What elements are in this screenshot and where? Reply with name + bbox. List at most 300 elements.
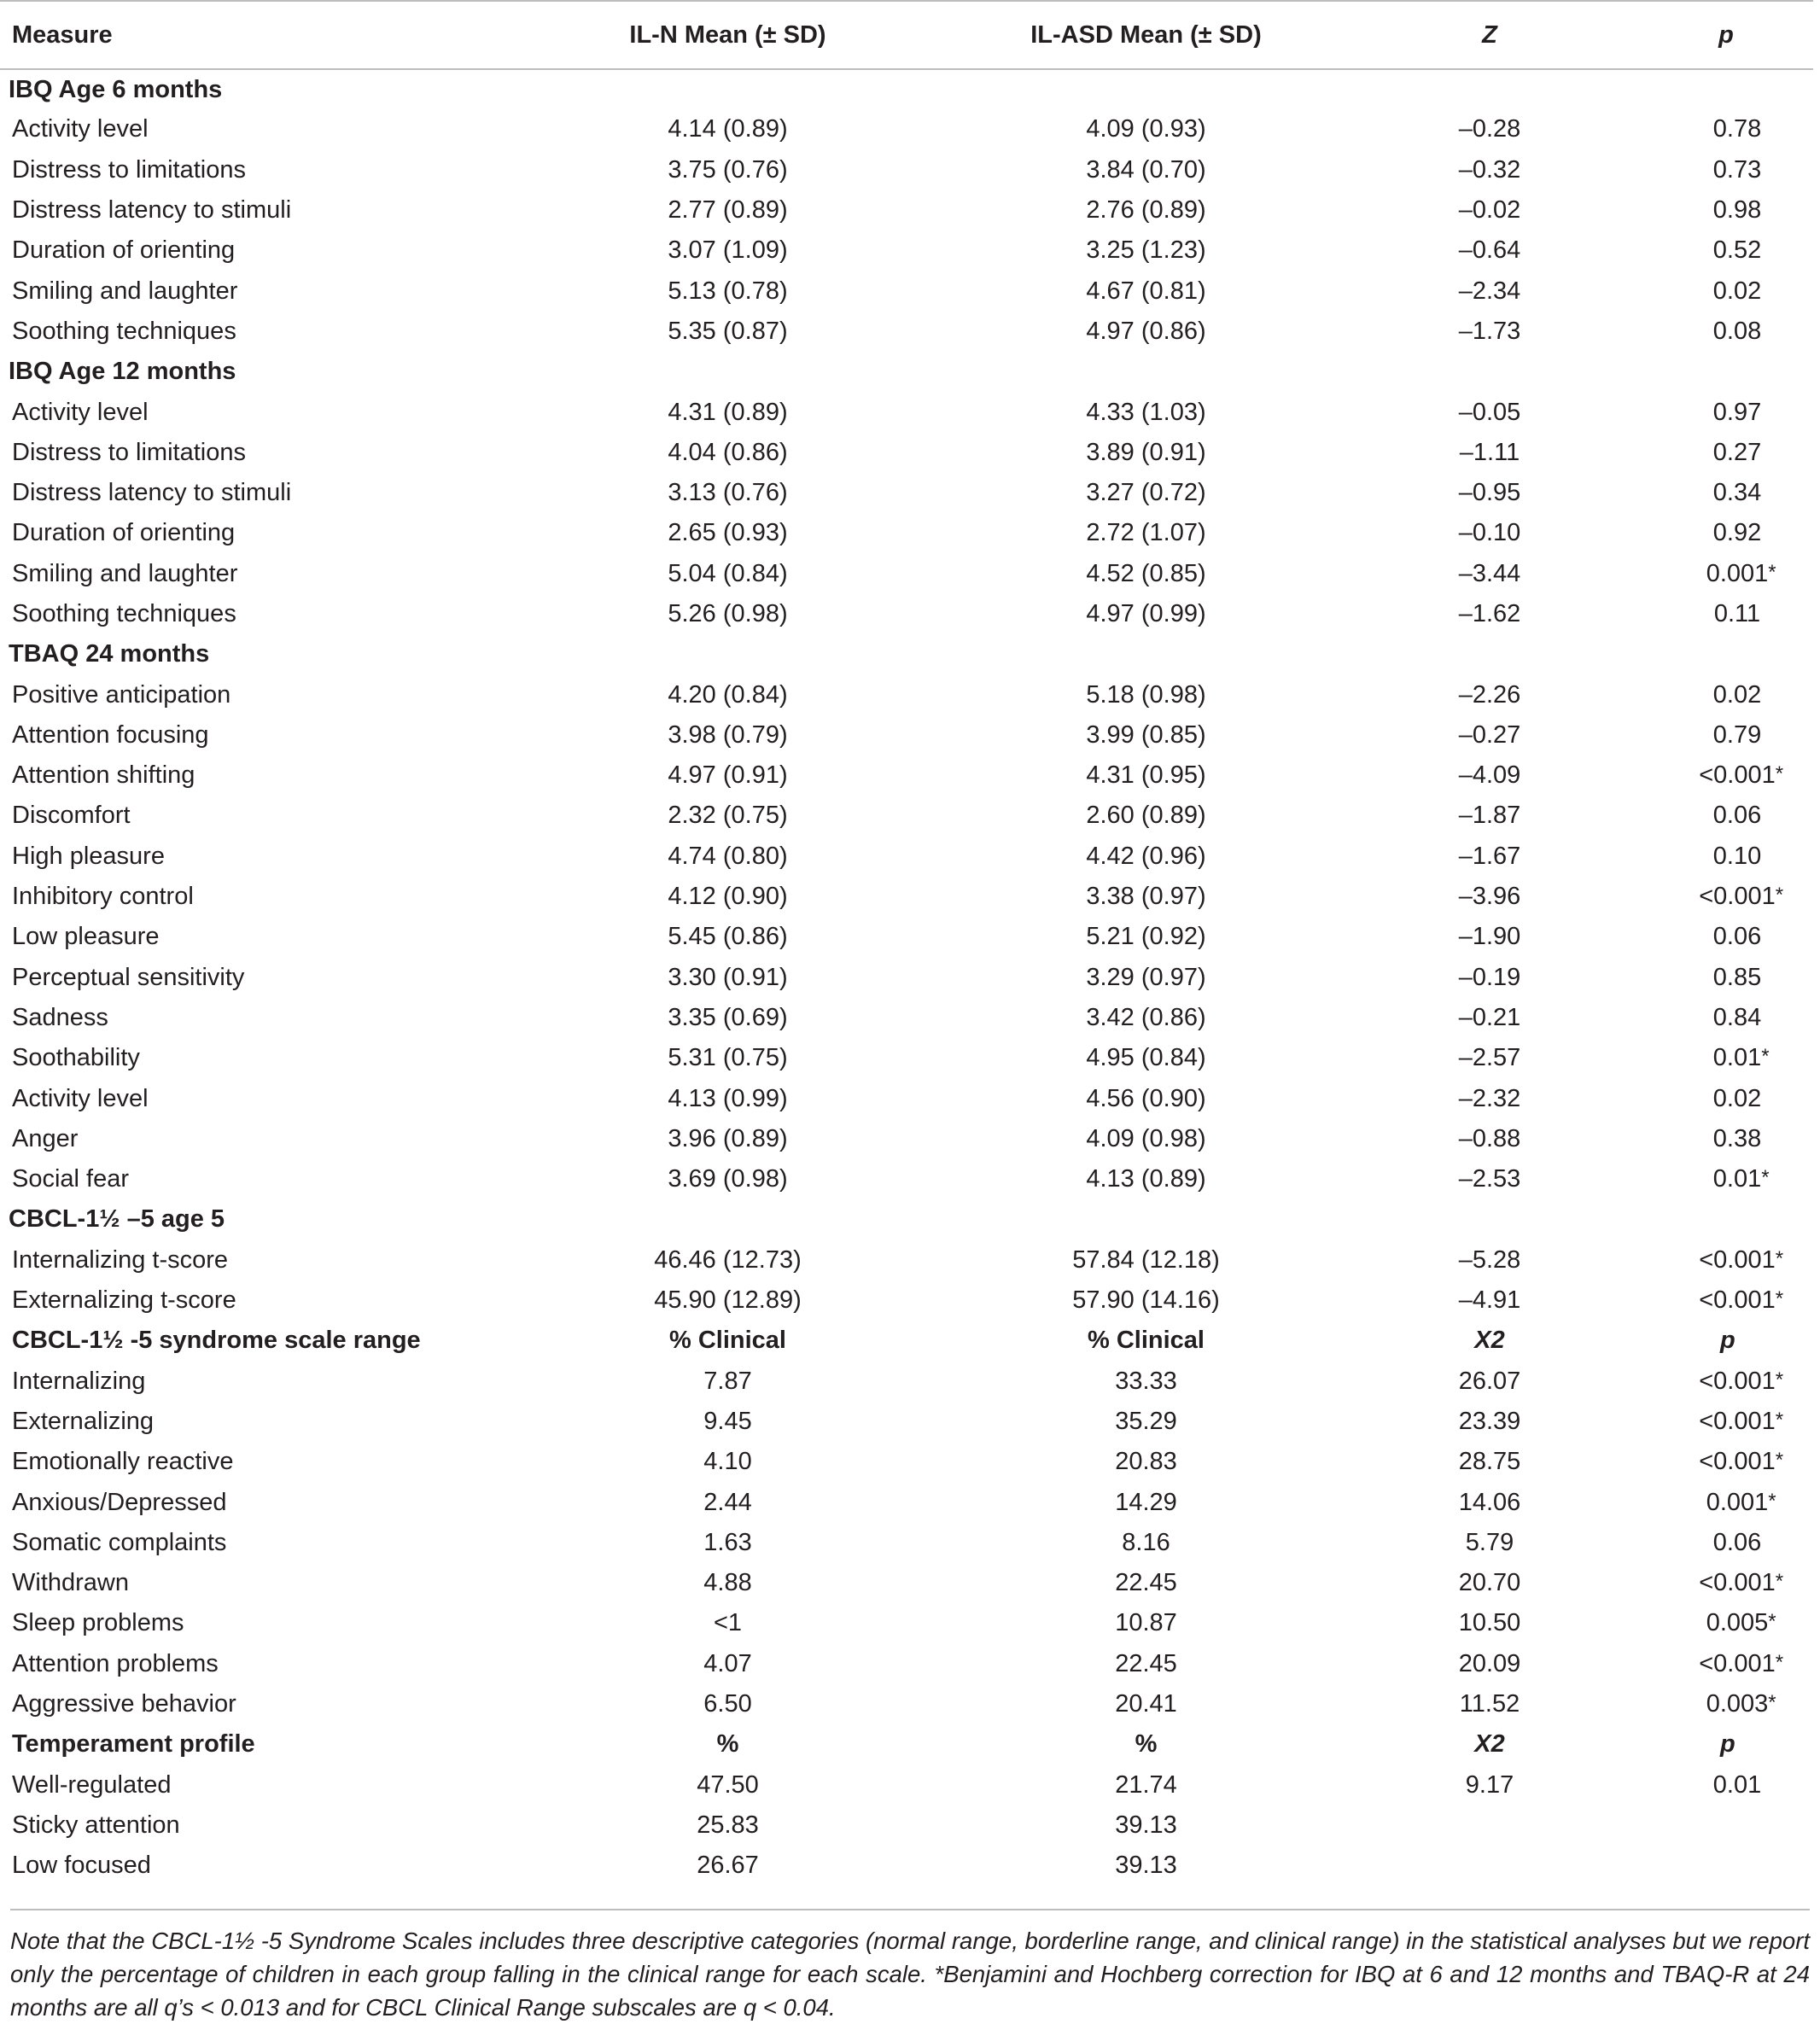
p-value: <0.001 <box>1699 1649 1776 1677</box>
cell-p <box>1639 1684 1813 1724</box>
subheader-il-n: % Clinical <box>669 1327 786 1355</box>
cell-il-n: 2.44 <box>703 1488 752 1516</box>
cell-p <box>1639 917 1813 957</box>
cell-measure: Well-regulated <box>12 1770 172 1799</box>
significance-marker: * <box>1761 1045 1770 1069</box>
subheader-il-asd: % Clinical <box>1088 1327 1205 1355</box>
cell-stat: –0.27 <box>1458 720 1521 749</box>
cell-stat: –1.67 <box>1458 842 1521 870</box>
cell-il-asd: 4.56 (0.90) <box>1086 1084 1206 1112</box>
cell-il-n: 5.26 (0.98) <box>668 600 788 627</box>
subheader-il-n: % <box>716 1730 739 1759</box>
cell-p <box>1639 1038 1813 1078</box>
cell-stat: –0.88 <box>1458 1124 1521 1152</box>
table-row <box>0 150 1813 190</box>
table-row <box>0 271 1813 311</box>
cell-il-asd: 57.84 (12.18) <box>1072 1245 1220 1274</box>
cell-stat: –1.90 <box>1458 923 1521 951</box>
cell-il-n: 26.67 <box>697 1852 759 1880</box>
p-value: <0.001 <box>1699 1448 1776 1476</box>
cell-stat: –0.10 <box>1458 519 1521 547</box>
cell-il-n: 5.31 (0.75) <box>668 1044 788 1072</box>
p-value: 0.06 <box>1712 923 1762 951</box>
p-value: 0.02 <box>1712 277 1762 305</box>
cell-stat: 10.50 <box>1458 1609 1521 1637</box>
chi-square-label: X2 <box>1474 1730 1505 1759</box>
table-row <box>0 473 1813 513</box>
cell-stat: –1.73 <box>1458 317 1521 345</box>
cell-il-n: 4.97 (0.91) <box>668 761 788 790</box>
subheader-il-asd: % <box>1135 1730 1158 1759</box>
cell-p <box>1639 755 1813 796</box>
cell-measure: Activity level <box>12 398 149 426</box>
table-row <box>0 392 1813 432</box>
cell-il-asd: 4.97 (0.99) <box>1086 600 1206 627</box>
cell-il-n: 2.65 (0.93) <box>668 519 788 547</box>
cell-stat: –0.02 <box>1458 196 1521 225</box>
cell-p <box>1639 392 1813 432</box>
p-value: 0.84 <box>1712 1003 1762 1031</box>
significance-marker: * <box>1775 1650 1784 1674</box>
p-value: 0.01 <box>1712 1044 1762 1072</box>
cell-measure: Soothability <box>12 1044 140 1072</box>
table-row <box>0 109 1813 149</box>
significance-marker: * <box>1775 762 1784 786</box>
cell-il-n: <1 <box>713 1609 743 1637</box>
cell-p <box>1639 1563 1813 1603</box>
cell-measure: Attention problems <box>12 1649 219 1677</box>
p-value: <0.001 <box>1699 1367 1776 1395</box>
table-footnote: Note that the CBCL-1½ -5 Syndrome Scales includes three descriptive categories (normal range, borderline range, and clinical range) in the statistical analyses but we report only the percentage of children in each group falling in the clinical range for each scale. *Benjamini and Hochberg correction for IBQ at 6 and 12 months and TBAQ-R at 24 months are all q’s < 0.013 and for CBCL Clinical Range subscales are q < 0.04. <box>10 1909 1810 2024</box>
p-value: 0.10 <box>1712 842 1762 870</box>
header-measure: Measure <box>0 1 504 69</box>
cell-il-asd: 4.95 (0.84) <box>1086 1044 1206 1072</box>
table-row <box>0 1684 1813 1724</box>
cell-p <box>1639 1402 1813 1442</box>
significance-marker: * <box>1775 1368 1784 1391</box>
p-value: 0.005 <box>1706 1609 1769 1637</box>
p-value: <0.001 <box>1699 883 1776 911</box>
cell-measure: Distress to limitations <box>12 155 246 184</box>
cell-il-n: 45.90 (12.89) <box>654 1286 802 1315</box>
table-header <box>0 1 1813 69</box>
table-row <box>0 837 1813 877</box>
p-value: 0.92 <box>1712 519 1762 547</box>
cell-il-asd: 5.18 (0.98) <box>1086 680 1206 709</box>
cell-p <box>1639 1603 1813 1643</box>
cell-p <box>1639 312 1813 352</box>
cell-il-asd: 4.97 (0.86) <box>1086 317 1206 345</box>
table-row <box>0 1603 1813 1643</box>
section-title-row <box>0 1199 1813 1239</box>
cell-stat: –1.11 <box>1459 438 1520 466</box>
cell-il-n: 4.12 (0.90) <box>668 883 788 911</box>
cell-il-n: 2.77 (0.89) <box>668 196 788 225</box>
cell-il-asd: 20.41 <box>1115 1690 1177 1718</box>
table-row <box>0 796 1813 836</box>
cell-il-asd: 8.16 <box>1122 1528 1170 1556</box>
cell-il-asd: 3.29 (0.97) <box>1086 963 1206 991</box>
cell-measure: Anxious/Depressed <box>12 1488 227 1516</box>
cell-il-n: 4.04 (0.86) <box>668 438 788 466</box>
table-row <box>0 674 1813 715</box>
cell-stat: –2.26 <box>1458 680 1521 709</box>
p-value: 0.85 <box>1712 963 1762 991</box>
cell-p <box>1639 271 1813 311</box>
p-value: <0.001 <box>1699 761 1776 790</box>
p-value: 0.79 <box>1712 720 1762 749</box>
cell-stat: –2.57 <box>1458 1044 1521 1072</box>
cell-il-n: 3.75 (0.76) <box>668 155 788 184</box>
cell-measure: Externalizing t-score <box>12 1286 236 1315</box>
cell-il-asd: 4.09 (0.98) <box>1086 1124 1206 1152</box>
p-value: 0.27 <box>1712 438 1762 466</box>
p-value: 0.97 <box>1712 398 1762 426</box>
p-value: 0.34 <box>1712 479 1762 507</box>
p-value: 0.001 <box>1706 1488 1769 1516</box>
cell-measure: Smiling and laughter <box>12 277 238 305</box>
subheader-p-label: p <box>1720 1327 1735 1355</box>
cell-il-asd: 20.83 <box>1115 1448 1177 1476</box>
cell-il-n: 3.96 (0.89) <box>668 1124 788 1152</box>
significance-marker: * <box>1775 1408 1784 1432</box>
section-title-row <box>0 352 1813 392</box>
cell-il-asd: 3.42 (0.86) <box>1086 1003 1206 1031</box>
cell-il-asd: 4.52 (0.85) <box>1086 559 1206 587</box>
subheader-p-label: p <box>1720 1730 1735 1759</box>
cell-stat: –1.87 <box>1458 802 1521 830</box>
table-row <box>0 1159 1813 1199</box>
cell-il-n: 3.30 (0.91) <box>668 963 788 991</box>
cell-il-n: 5.45 (0.86) <box>668 923 788 951</box>
cell-p <box>1639 877 1813 917</box>
cell-measure: Sadness <box>12 1003 108 1031</box>
cell-measure: Distress latency to stimuli <box>12 196 292 225</box>
subheader-p <box>1639 1724 1813 1764</box>
cell-il-n: 1.63 <box>703 1528 752 1556</box>
cell-p <box>1639 1805 1813 1846</box>
cell-measure: Sticky attention <box>12 1811 180 1839</box>
cell-il-n: 3.13 (0.76) <box>668 479 788 507</box>
cell-measure: Perceptual sensitivity <box>12 963 245 991</box>
cell-il-asd: 3.27 (0.72) <box>1086 479 1206 507</box>
cell-stat: –0.05 <box>1458 398 1521 426</box>
subheader-row-cbcl-syndrome <box>0 1321 1813 1361</box>
cell-il-n: 2.32 (0.75) <box>668 802 788 830</box>
p-value: 0.02 <box>1712 1084 1762 1112</box>
cell-il-asd: 2.72 (1.07) <box>1086 519 1206 547</box>
p-value: 0.003 <box>1706 1690 1769 1718</box>
cell-stat: 23.39 <box>1458 1407 1521 1435</box>
table-row <box>0 1523 1813 1563</box>
cell-p <box>1639 1240 1813 1280</box>
cell-measure: Distress latency to stimuli <box>12 479 292 507</box>
cell-stat: 11.52 <box>1459 1690 1520 1718</box>
cell-measure: High pleasure <box>12 842 165 870</box>
cell-il-asd: 57.90 (14.16) <box>1072 1286 1220 1315</box>
cell-measure: Activity level <box>12 115 149 143</box>
cell-il-asd: 4.67 (0.81) <box>1086 277 1206 305</box>
cell-stat: –4.91 <box>1458 1286 1521 1315</box>
cell-p <box>1639 433 1813 473</box>
cell-il-asd: 35.29 <box>1115 1407 1177 1435</box>
cell-p <box>1639 958 1813 998</box>
cell-stat: 5.79 <box>1465 1528 1514 1556</box>
cell-stat: –2.32 <box>1458 1084 1521 1112</box>
cell-il-n: 3.98 (0.79) <box>668 720 788 749</box>
p-value: 0.01 <box>1712 1770 1762 1799</box>
cell-il-n: 5.04 (0.84) <box>668 559 788 587</box>
cell-p <box>1639 1846 1813 1886</box>
p-value: 0.02 <box>1712 680 1762 709</box>
cell-stat: –1.62 <box>1458 600 1521 627</box>
cell-p <box>1639 1523 1813 1563</box>
table-row <box>0 877 1813 917</box>
section-title-row <box>0 634 1813 674</box>
cell-p <box>1639 554 1813 594</box>
table-row <box>0 190 1813 230</box>
cell-measure: Somatic complaints <box>12 1528 227 1556</box>
cell-measure: Smiling and laughter <box>12 559 238 587</box>
cell-measure: Activity level <box>12 1084 149 1112</box>
subheader-measure: CBCL-1½ -5 syndrome scale range <box>12 1327 421 1355</box>
section-title: TBAQ 24 months <box>9 640 210 668</box>
table-row <box>0 1764 1813 1805</box>
table-row <box>0 1119 1813 1159</box>
cell-measure: Emotionally reactive <box>12 1448 234 1476</box>
subheader-row-temperament <box>0 1724 1813 1764</box>
cell-stat: –4.09 <box>1458 761 1521 790</box>
table-row <box>0 755 1813 796</box>
cell-p <box>1639 1482 1813 1522</box>
significance-marker: * <box>1775 884 1784 907</box>
table-row <box>0 594 1813 634</box>
cell-stat: –0.21 <box>1458 1003 1521 1031</box>
cell-p <box>1639 230 1813 271</box>
subheader-chi-square <box>1340 1724 1639 1764</box>
cell-stat: –3.44 <box>1458 559 1521 587</box>
cell-il-asd: 3.84 (0.70) <box>1086 155 1206 184</box>
cell-il-n: 4.14 (0.89) <box>668 115 788 143</box>
section-title: IBQ Age 12 months <box>9 358 236 386</box>
cell-il-n: 25.83 <box>697 1811 759 1839</box>
cell-measure: Withdrawn <box>12 1569 129 1597</box>
cell-il-n: 6.50 <box>703 1690 752 1718</box>
cell-stat <box>1340 1846 1639 1886</box>
table-row <box>0 433 1813 473</box>
cell-measure: Distress to limitations <box>12 438 246 466</box>
table-row <box>0 1038 1813 1078</box>
cell-p <box>1639 1159 1813 1199</box>
significance-marker: * <box>1775 1449 1784 1473</box>
cell-il-asd: 3.89 (0.91) <box>1086 438 1206 466</box>
header-p: p <box>1639 1 1813 69</box>
cell-measure: Soothing techniques <box>12 600 236 627</box>
header-row <box>0 1 1813 69</box>
header-il-n: IL-N Mean (± SD) <box>504 1 952 69</box>
table-row <box>0 1563 1813 1603</box>
table-row <box>0 1078 1813 1118</box>
cell-p <box>1639 1644 1813 1684</box>
cell-measure: Low focused <box>12 1852 151 1880</box>
table-row <box>0 1362 1813 1402</box>
cell-p <box>1639 109 1813 149</box>
cell-measure: Attention focusing <box>12 720 209 749</box>
p-value: 0.06 <box>1712 802 1762 830</box>
p-value: 0.73 <box>1712 155 1762 184</box>
cell-il-asd: 22.45 <box>1115 1649 1177 1677</box>
table-row <box>0 998 1813 1038</box>
cell-stat: –0.28 <box>1458 115 1521 143</box>
cell-p <box>1639 998 1813 1038</box>
cell-il-asd: 4.33 (1.03) <box>1086 398 1206 426</box>
cell-measure: Attention shifting <box>12 761 195 790</box>
cell-il-n: 5.35 (0.87) <box>668 317 788 345</box>
cell-measure: Duration of orienting <box>12 519 236 547</box>
cell-p <box>1639 1119 1813 1159</box>
p-value: 0.52 <box>1712 236 1762 265</box>
cell-p <box>1639 1764 1813 1805</box>
cell-il-asd: 22.45 <box>1115 1569 1177 1597</box>
header-z: Z <box>1340 1 1639 69</box>
cell-il-asd: 3.99 (0.85) <box>1086 720 1206 749</box>
cell-il-asd: 39.13 <box>1115 1811 1177 1839</box>
p-value: 0.78 <box>1712 115 1762 143</box>
cell-measure: Aggressive behavior <box>12 1690 236 1718</box>
cell-il-asd: 4.42 (0.96) <box>1086 842 1206 870</box>
table-row <box>0 1482 1813 1522</box>
cell-stat: –0.32 <box>1458 155 1521 184</box>
significance-marker: * <box>1775 1570 1784 1594</box>
p-value: <0.001 <box>1699 1245 1776 1274</box>
cell-p <box>1639 473 1813 513</box>
subheader-measure: Temperament profile <box>12 1730 255 1759</box>
cell-il-asd: 4.13 (0.89) <box>1086 1165 1206 1193</box>
p-value: 0.38 <box>1712 1124 1762 1152</box>
cell-stat: –0.64 <box>1458 236 1521 265</box>
cell-il-n: 4.07 <box>703 1649 752 1677</box>
cell-il-asd: 2.60 (0.89) <box>1086 802 1206 830</box>
cell-stat: –2.53 <box>1458 1165 1521 1193</box>
cell-stat: 26.07 <box>1458 1367 1521 1395</box>
cell-measure: Social fear <box>12 1165 130 1193</box>
cell-il-asd: 2.76 (0.89) <box>1086 196 1206 225</box>
significance-marker: * <box>1768 560 1776 584</box>
cell-il-n: 9.45 <box>703 1407 752 1435</box>
cell-il-asd: 10.87 <box>1115 1609 1177 1637</box>
cell-measure: Discomfort <box>12 802 131 830</box>
table-row <box>0 230 1813 271</box>
cell-measure: Externalizing <box>12 1407 155 1435</box>
table-body <box>0 69 1813 1886</box>
table-row <box>0 958 1813 998</box>
table-row <box>0 1846 1813 1886</box>
cell-il-asd: 4.31 (0.95) <box>1086 761 1206 790</box>
cell-stat: 14.06 <box>1458 1488 1521 1516</box>
cell-p <box>1639 150 1813 190</box>
cell-stat <box>1340 1805 1639 1846</box>
cell-measure: Low pleasure <box>12 923 160 951</box>
significance-marker: * <box>1768 1610 1776 1634</box>
cell-il-asd: 14.29 <box>1115 1488 1177 1516</box>
cell-stat: 9.17 <box>1465 1770 1514 1799</box>
cell-p <box>1639 674 1813 715</box>
section-title: CBCL-1½ –5 age 5 <box>9 1205 225 1234</box>
cell-p <box>1639 594 1813 634</box>
p-value: 0.08 <box>1712 317 1762 345</box>
cell-measure: Inhibitory control <box>12 883 194 911</box>
cell-il-asd: 5.21 (0.92) <box>1086 923 1206 951</box>
chi-square-label: X2 <box>1474 1327 1505 1355</box>
table-row <box>0 1240 1813 1280</box>
cell-stat: 20.70 <box>1458 1569 1521 1597</box>
table-row <box>0 1805 1813 1846</box>
cell-stat: –0.19 <box>1458 963 1521 991</box>
section-title-row <box>0 69 1813 109</box>
cell-il-n: 4.20 (0.84) <box>668 680 788 709</box>
cell-measure: Internalizing <box>12 1367 146 1395</box>
cell-stat: 28.75 <box>1458 1448 1521 1476</box>
cell-il-n: 46.46 (12.73) <box>654 1245 802 1274</box>
cell-il-n: 3.35 (0.69) <box>668 1003 788 1031</box>
significance-marker: * <box>1768 1489 1776 1513</box>
p-value: 0.06 <box>1712 1528 1762 1556</box>
section-title: IBQ Age 6 months <box>9 75 223 103</box>
cell-p <box>1639 796 1813 836</box>
cell-il-n: 5.13 (0.78) <box>668 277 788 305</box>
cell-il-n: 4.31 (0.89) <box>668 398 788 426</box>
cell-stat: –2.34 <box>1458 277 1521 305</box>
p-value: 0.11 <box>1713 600 1761 627</box>
significance-marker: * <box>1775 1246 1784 1270</box>
cell-measure: Sleep problems <box>12 1609 184 1637</box>
cell-il-asd: 3.25 (1.23) <box>1086 236 1206 265</box>
cell-p <box>1639 190 1813 230</box>
table-row <box>0 1402 1813 1442</box>
p-value: 0.001 <box>1706 559 1769 587</box>
cell-il-asd: 21.74 <box>1115 1770 1177 1799</box>
cell-il-n: 3.69 (0.98) <box>668 1165 788 1193</box>
subheader-p <box>1639 1321 1813 1361</box>
cell-measure: Positive anticipation <box>12 680 231 709</box>
table-row <box>0 1280 1813 1321</box>
cell-il-n: 4.74 (0.80) <box>668 842 788 870</box>
cell-p <box>1639 715 1813 755</box>
header-il-asd: IL-ASD Mean (± SD) <box>952 1 1340 69</box>
table-row <box>0 1644 1813 1684</box>
cell-p <box>1639 1442 1813 1482</box>
cell-il-n: 4.13 (0.99) <box>668 1084 788 1112</box>
subheader-chi-square <box>1340 1321 1639 1361</box>
cell-il-n: 4.10 <box>703 1448 752 1476</box>
cell-p <box>1639 1078 1813 1118</box>
cell-stat: –0.95 <box>1458 479 1521 507</box>
cell-stat: –3.96 <box>1458 883 1521 911</box>
table-row <box>0 917 1813 957</box>
table-row <box>0 312 1813 352</box>
cell-p <box>1639 837 1813 877</box>
p-value: 0.98 <box>1712 196 1762 225</box>
table-row <box>0 554 1813 594</box>
table-row <box>0 513 1813 553</box>
cell-measure: Duration of orienting <box>12 236 236 265</box>
cell-measure: Internalizing t-score <box>12 1245 229 1274</box>
table-row <box>0 1442 1813 1482</box>
cell-il-asd: 3.38 (0.97) <box>1086 883 1206 911</box>
cell-il-asd: 33.33 <box>1115 1367 1177 1395</box>
p-value: <0.001 <box>1699 1286 1776 1315</box>
cell-il-n: 7.87 <box>703 1367 752 1395</box>
